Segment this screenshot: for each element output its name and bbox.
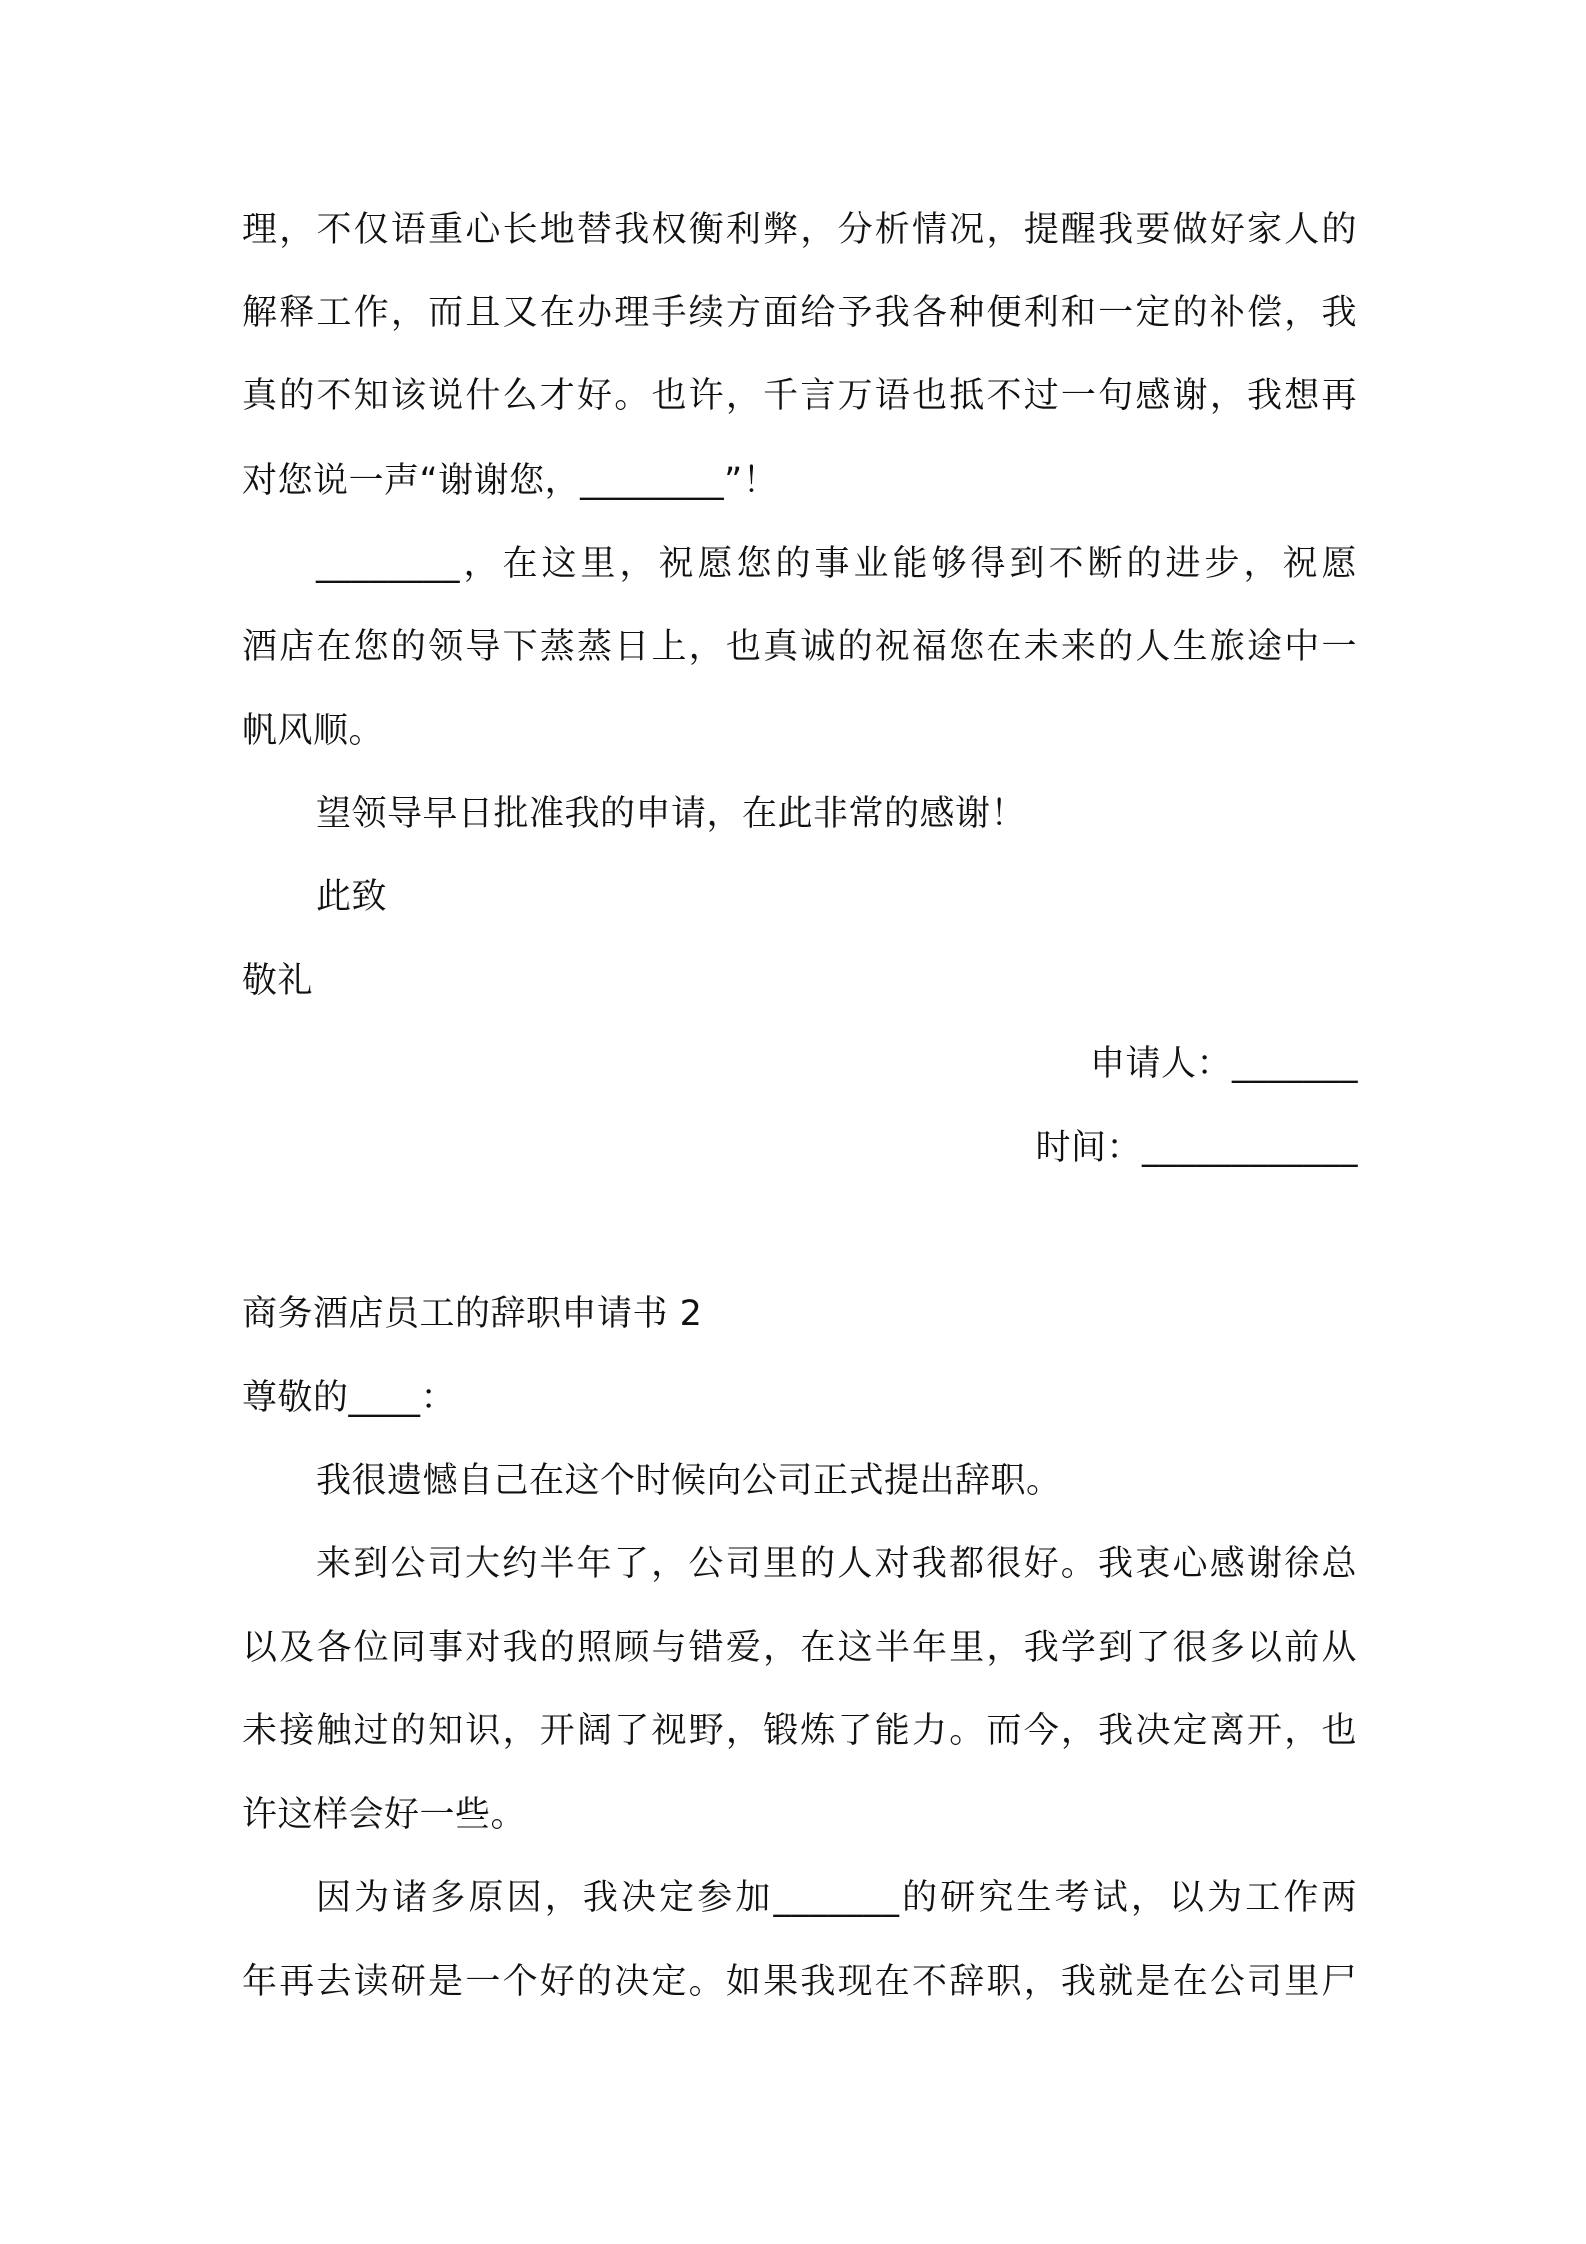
paragraph-line: 真的不知该说什么才好。也许，千言万语也抵不过一句感谢，我想再 (242, 376, 1357, 416)
paragraph-line: ________，在这里，祝愿您的事业能够得到不断的进步，祝愿 (316, 544, 1357, 584)
closing-text: 敬礼 (242, 961, 314, 1001)
section-title: 商务酒店员工的辞职申请书 2 (242, 1294, 703, 1334)
paragraph-line: 对您说一声“谢谢您，________”！ (242, 461, 779, 501)
closing-text: 此致 (316, 877, 388, 917)
paragraph-line: 解释工作，而且又在办理手续方面给予我各种便利和一定的补偿，我 (242, 293, 1357, 333)
salutation: 尊敬的____： (242, 1378, 457, 1418)
paragraph-line: 因为诸多原因，我决定参加_______的研究生考试，以为工作两 (316, 1878, 1357, 1918)
paragraph-line: 许这样会好一些。 (242, 1795, 527, 1835)
paragraph-line: 未接触过的知识，开阔了视野，锻炼了能力。而今，我决定离开，也 (242, 1711, 1357, 1751)
paragraph-line: 以及各位同事对我的照顾与错爱，在这半年里，我学到了很多以前从 (242, 1628, 1357, 1668)
signature-date: 时间：____________ (1035, 1128, 1358, 1168)
paragraph-line: 酒店在您的领导下蒸蒸日上，也真诚的祝福您在未来的人生旅途中一 (242, 627, 1357, 667)
paragraph-line: 我很遗憾自己在这个时候向公司正式提出辞职。 (316, 1461, 1062, 1501)
applicant-signature: 申请人：_______ (1089, 1044, 1358, 1084)
paragraph-line: 帆风顺。 (242, 711, 385, 751)
paragraph-line: 理，不仅语重心长地替我权衡利弊，分析情况，提醒我要做好家人的 (242, 210, 1357, 250)
paragraph-line: 年再去读研是一个好的决定。如果我现在不辞职，我就是在公司里尸 (242, 1962, 1357, 2002)
paragraph-line: 来到公司大约半年了，公司里的人对我都很好。我衷心感谢徐总 (316, 1544, 1357, 1584)
approval-text: 望领导早日批准我的申请，在此非常的感谢！ (316, 794, 1027, 834)
